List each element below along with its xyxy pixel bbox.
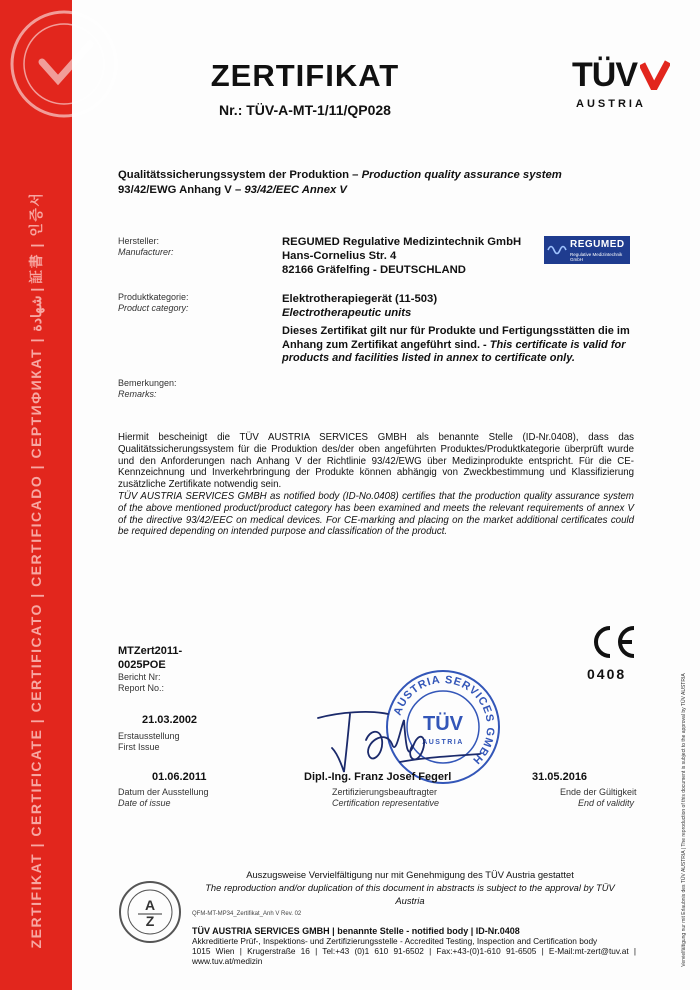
issue-date-label-de: Datum der Ausstellung	[118, 787, 209, 797]
first-issue-value: 21.03.2002	[142, 714, 198, 726]
validity-label-de: Ende der Gültigkeit	[560, 787, 637, 797]
category-label-en: Product category:	[118, 303, 189, 313]
issue-date-label-en: Date of issue	[118, 798, 171, 808]
category-value-de: Elektrotherapiegerät (11-503)	[282, 293, 438, 305]
reproduction-notice	[190, 868, 630, 907]
regumed-logo	[544, 236, 630, 264]
notified-body-number: 0408	[587, 666, 627, 682]
manufacturer-label-de: Hersteller:	[118, 236, 160, 246]
scope-text-de: Dieses Zertifikat gilt nur für Produkte und Fertigungsstätten die im Anhang zum Zertifikat angeführt sind. -	[282, 325, 630, 351]
category-labels	[118, 292, 189, 314]
statement-en: TÜV AUSTRIA SERVICES GMBH as notified body (ID-No.0408) certifies that the production quality assurance system of the above mentioned product/product category has been examined and meets the relevant requirements of annex V of the directive 93/42/EEC on medical devices. For CE-marking and placing on the market additional certificates could be required depending on intended purpose and classification of the product.	[118, 490, 634, 538]
first-issue-label-de: Erstausstellung	[118, 731, 180, 741]
manufacturer-street: Hans-Cornelius Str. 4	[282, 250, 397, 262]
manufacturer-city: 82166 Gräfelfing - DEUTSCHLAND	[282, 264, 466, 276]
remarks-label-en: Remarks:	[118, 389, 157, 399]
regumed-logo-sub: Regulative Medizintechnik GmbH	[570, 252, 623, 262]
qa-line2-en: 93/42/EEC Annex V	[244, 184, 347, 196]
stamp-center-text: TÜV	[423, 713, 463, 735]
qa-line1-de: Qualitätssicherungssystem der Produktion –	[118, 169, 362, 181]
form-reference: QFM-MT-MP34_Zertifikat_Anh V Rev. 02	[192, 911, 302, 917]
representative-block	[304, 770, 452, 809]
qa-line2-de: 93/42/EWG Anhang V –	[118, 184, 245, 196]
footer-issuer-line: TÜV AUSTRIA SERVICES GMBH | benannte Stelle - notified body | ID-Nr.0408	[192, 926, 520, 936]
qa-system-heading	[118, 168, 562, 198]
stamp-ring-text: AUSTRIA SERVICES GMBH	[391, 673, 497, 767]
certification-statement	[118, 432, 634, 538]
svg-text:A: A	[144, 897, 156, 913]
footer-contact-line: 1015 Wien | Krugerstraße 16 | Tel:+43 (0)1 610 91-6502 | Fax:+43-(0)1-610 91-6505 | E-Mail:mt-zert@tuv.at | www.tuv.at/medizin	[192, 946, 636, 966]
issue-date-value: 01.06.2011	[152, 771, 207, 783]
issue-date-block	[118, 770, 209, 809]
tuv-austria-logo	[566, 56, 670, 114]
representative-name: Dipl.-Ing. Franz Josef Fegerl	[304, 771, 452, 783]
report-number-line2: 0025POE	[118, 659, 166, 671]
remarks-labels	[118, 378, 177, 400]
certificate-title: ZERTIFIKAT	[210, 58, 400, 93]
manufacturer-name: REGUMED Regulative Medizintechnik GmbH	[282, 236, 522, 248]
representative-label-en: Certification representative	[332, 798, 440, 808]
manufacturer-label-en: Manufacturer:	[118, 247, 174, 257]
handwritten-signature	[310, 700, 510, 780]
tuv-logo-austria: AUSTRIA	[576, 98, 646, 110]
band-multilingual-text: ZERTIFIKAT | CERTIFICATE | CERTIFICATO | CERTIFICADO | СЕРТИФИКАТ | شهادة | 証書 | 인증서	[28, 191, 44, 949]
representative-label-de: Zertifizierungsbeauftragter	[332, 787, 438, 797]
red-side-band	[0, 0, 72, 990]
manufacturer-labels	[118, 236, 174, 258]
signet-badge-logo	[4, 4, 124, 124]
svg-text:Z: Z	[145, 913, 155, 929]
remarks-label-de: Bemerkungen:	[118, 378, 177, 388]
footer-accreditation-line: Akkreditierte Prüf-, Inspektions- und Zertifizierungsstelle - Accredited Testing, Inspection and Certification body	[192, 936, 598, 946]
certificate-scope	[282, 325, 634, 366]
regumed-logo-name: REGUMED	[570, 239, 625, 250]
qa-line1-en: Production quality assurance system	[361, 169, 562, 181]
wave-icon	[547, 241, 569, 259]
report-number-value	[118, 644, 182, 672]
ce-mark-icon	[588, 624, 636, 660]
validity-block	[532, 770, 637, 809]
reproduction-de: Auszugsweise Vervielfältigung nur mit Genehmigung des TÜV Austria gestattet	[246, 869, 574, 880]
vertical-reproduction-note: Vervielfältigung nur mit Erlaubnis des TÜV AUSTRIA | The reproduction of this document is subject to the approval by TÜV AUSTRIA	[681, 673, 687, 967]
report-label-de: Bericht Nr:	[118, 672, 161, 682]
scope-text-en: This certificate is valid for products and facilities listed in annex to certificate only.	[282, 338, 626, 364]
report-number-block	[118, 644, 182, 694]
report-label-en: Report No.:	[118, 683, 165, 693]
accreditation-logo	[118, 880, 182, 944]
issuer-footer	[192, 926, 636, 966]
reproduction-en: The reproduction and/or duplication of this document in abstracts is subject to the approval by TÜV Austria	[205, 882, 615, 906]
category-value-en: Electrotherapeutic units	[282, 307, 412, 319]
validity-label-en: End of validity	[577, 798, 634, 808]
stamp-sub-text: AUSTRIA	[422, 739, 464, 746]
first-issue-block	[118, 713, 197, 753]
tuv-checkmark-icon	[640, 60, 670, 90]
statement-de: Hiermit bescheinigt die TÜV AUSTRIA SERVICES GMBH als benannte Stelle (ID-Nr.0408), dass das Qualitätssicherungssystem für die Produktion des/der oben angeführten Produktes/Produktkategorie überprüft wurde und den Anforderungen nach Anhang V der Richtlinie 93/42/EWG über Medizinprodukte entspricht. Für die CE-Kennzeichnung und Inverkehrbringung der Produkte können abhängig von Zweckbestimmung und Klassifizierung zusätzliche Zertifikate notwendig sein.	[118, 432, 634, 491]
category-label-de: Produktkategorie:	[118, 292, 189, 302]
report-number-line1: MTZert2011-	[118, 645, 183, 657]
manufacturer-details	[282, 235, 521, 277]
tuv-logo-word: TÜV	[572, 56, 637, 94]
first-issue-label-en: First Issue	[118, 742, 160, 752]
category-details	[282, 292, 437, 320]
validity-value: 31.05.2016	[532, 771, 588, 783]
certificate-number: Nr.: TÜV-A-MT-1/11/QP028	[219, 102, 391, 118]
